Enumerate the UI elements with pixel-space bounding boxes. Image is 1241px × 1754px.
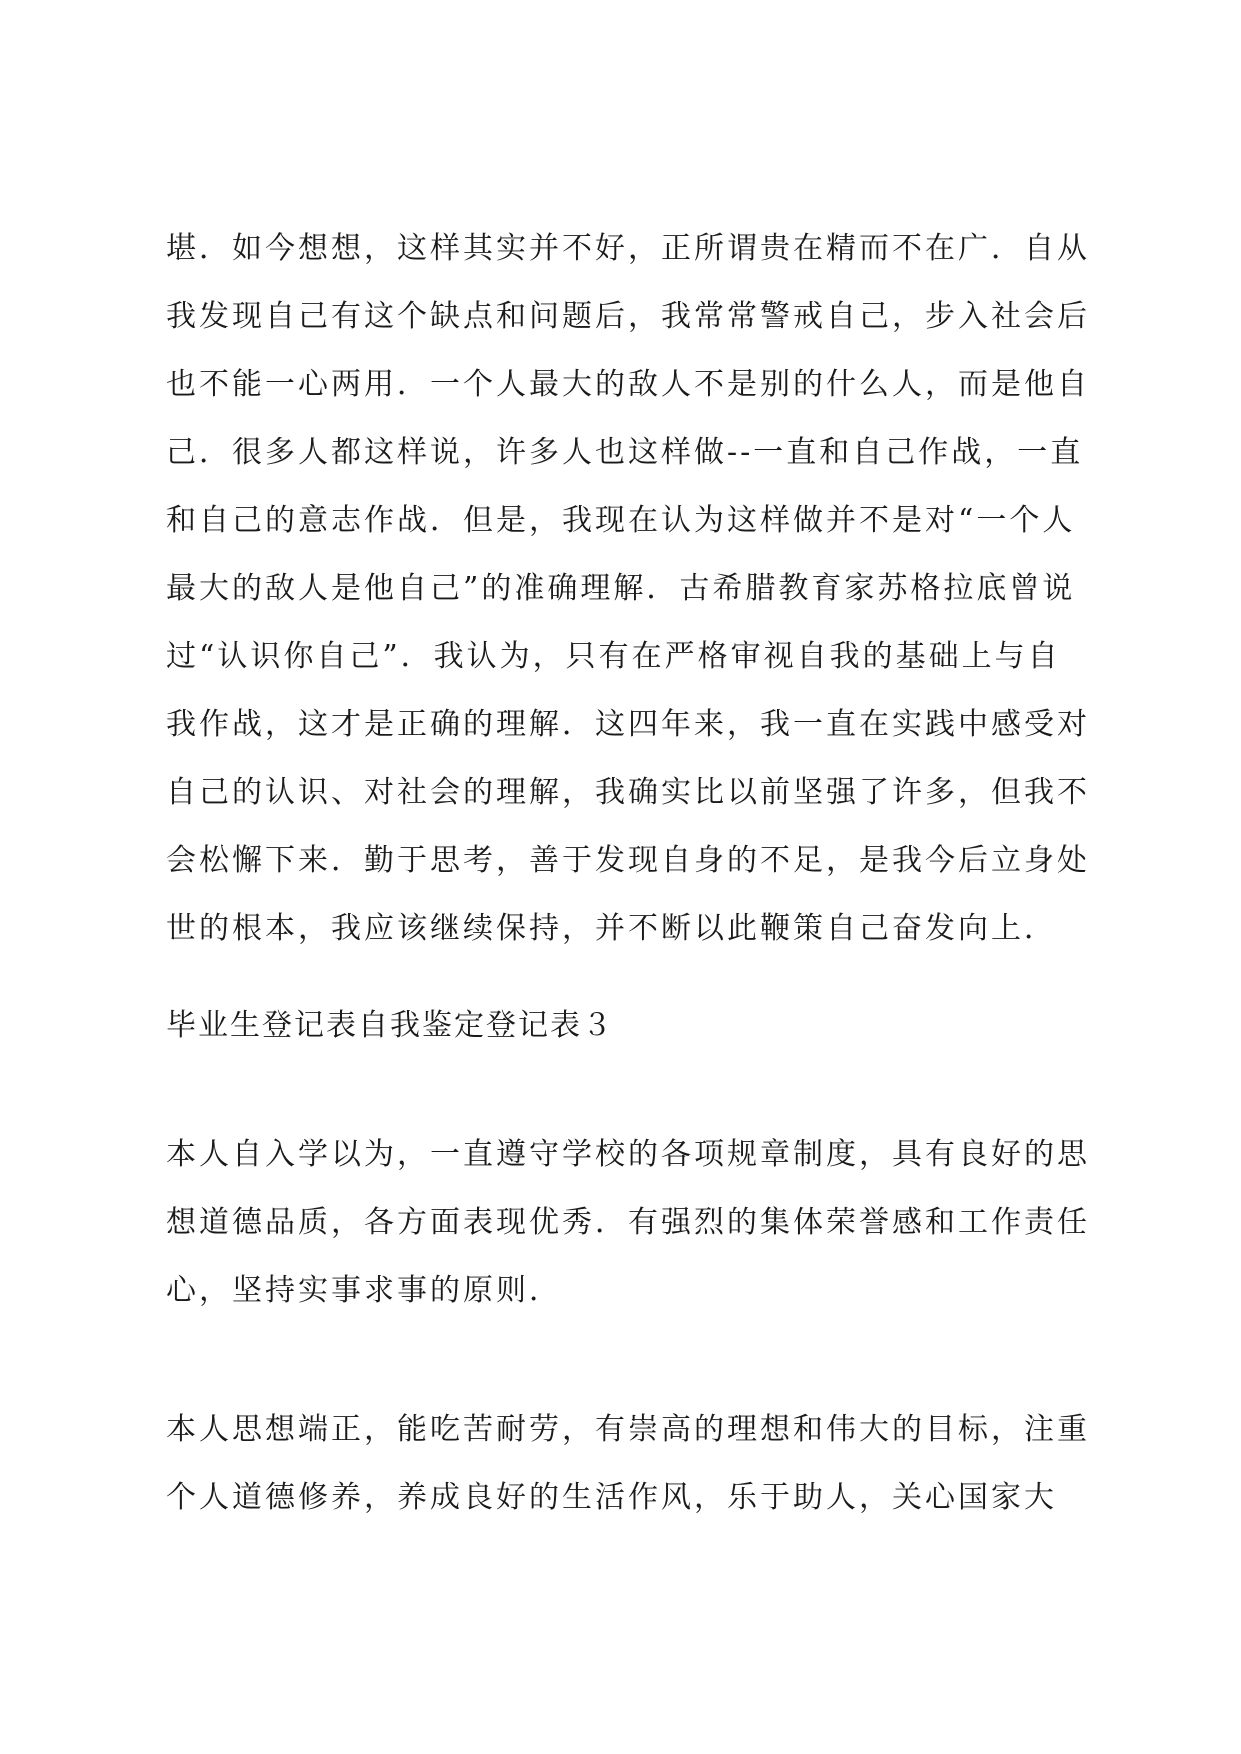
text-line: 本人思想端正，能吃苦耐劳，有崇高的理想和伟大的目标，注重	[166, 1412, 1090, 1447]
text-line: 会松懈下来．勤于思考，善于发现自身的不足，是我今后立身处	[166, 843, 1090, 878]
text-line: 最大的敌人是他自己”的准确理解．古希腊教育家苏格拉底曾说	[166, 571, 1076, 606]
paragraph-discipline	[166, 1121, 1096, 1325]
text-line: 也不能一心两用．一个人最大的敌人不是别的什么人，而是他自	[166, 367, 1090, 402]
text-line: 堪．如今想想，这样其实并不好，正所谓贵在精而不在广．自从	[166, 231, 1090, 266]
text-line: 自己的认识、对社会的理解，我确实比以前坚强了许多，但我不	[166, 775, 1090, 810]
paragraph-character	[166, 1396, 1096, 1532]
text-line: 我作战，这才是正确的理解．这四年来，我一直在实践中感受对	[166, 707, 1090, 742]
paragraph-self-reflection	[166, 215, 1096, 963]
text-line: 过“认识你自己”．我认为，只有在严格审视自我的基础上与自	[166, 639, 1061, 674]
heading-text: 毕业生登记表自我鉴定登记表３	[166, 1008, 614, 1043]
text-line: 我发现自己有这个缺点和问题后，我常常警戒自己，步入社会后	[166, 299, 1090, 334]
text-line: 己．很多人都这样说，许多人也这样做--一直和自己作战，一直	[166, 435, 1084, 470]
text-line: 本人自入学以为，一直遵守学校的各项规章制度，具有良好的思	[166, 1137, 1090, 1172]
text-line: 个人道德修养，养成良好的生活作风，乐于助人，关心国家大	[166, 1480, 1057, 1515]
section-heading	[166, 992, 1096, 1060]
text-line: 心，坚持实事求事的原则．	[166, 1273, 562, 1308]
text-line: 世的根本，我应该继续保持，并不断以此鞭策自己奋发向上．	[166, 911, 1057, 946]
text-line: 和自己的意志作战．但是，我现在认为这样做并不是对“一个人	[166, 503, 1076, 538]
text-line: 想道德品质，各方面表现优秀．有强烈的集体荣誉感和工作责任	[166, 1205, 1090, 1240]
